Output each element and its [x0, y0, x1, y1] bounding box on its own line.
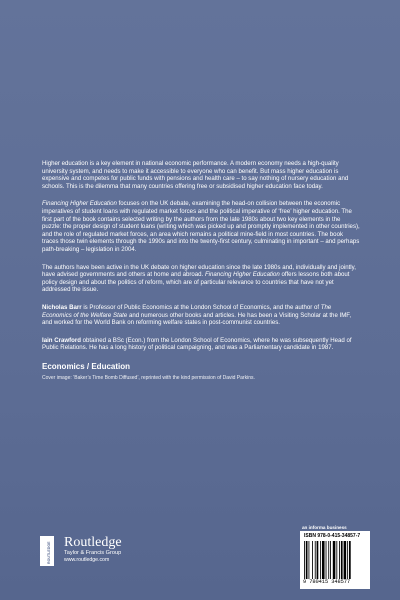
barcode-bar: [309, 541, 310, 579]
blurb-paragraph-2-text: focuses on the UK debate, examining the head-on collision between the economic imperatives of student loans with regulated market forces and the political imperative of ‘free’ higher education. The first part of the book contains selected writing by the authors from the late 1980s about two key elements in the puzzle: the proper design of student loans (writing which was picked up and promptly implemented in other countries), and the role of regulated market forces, an area which remains a political mine-field in most countries. The book traces those twin elements through the 1990s and into the twenty-first century, culminating in important – and perhaps path-breaking – legislation in 2004.: [42, 200, 360, 253]
isbn-digits: 9 780415 348577: [303, 579, 351, 585]
informa-tagline: an informa business: [302, 525, 347, 530]
author-name-crawford: Iain Crawford: [42, 336, 81, 344]
barcode-bar: [317, 541, 319, 579]
author-bio-barr-text-b: and numerous other books and articles. He has been a Visiting Scholar at the IMF, and worked for the World Bank on reforming welfare states in post-communist countries.: [42, 311, 352, 327]
barcode-icon: [304, 541, 366, 579]
barcode-bar: [320, 541, 321, 579]
barcode-bar: [304, 541, 305, 579]
isbn-label: ISBN 978-0-415-34857-7: [304, 533, 361, 539]
author-bio-barr-text-a: is Professor of Public Economics at the London School of Economics, and the author of: [81, 303, 321, 311]
blurb-paragraph-2: [42, 200, 360, 253]
publisher-url: www.routledge.com: [64, 557, 110, 563]
barcode-bar: [330, 541, 331, 579]
routledge-mark-icon: [40, 536, 54, 566]
barcode-bar: [349, 541, 351, 579]
publisher-name: Routledge: [64, 535, 122, 550]
blurb-column: [42, 160, 360, 381]
publisher-text: [64, 536, 122, 563]
barcode-bar: [336, 541, 337, 579]
blurb-paragraph-3: [42, 264, 360, 294]
author-name-barr: Nicholas Barr: [42, 303, 82, 311]
barcode-bar: [344, 541, 347, 579]
blurb-paragraph-1: Higher education is a key element in national economic performance. A modern economy needs a high-quality university system, and needs to make it accessible to everyone who can benefit. But mass higher education is expensive and competes for public funds with pensions and health care – to say nothing of nursery education and schools. This is the dilemma that many countries offering free or subsidised higher education face today.: [42, 160, 349, 190]
barcode-bar: [322, 541, 325, 579]
isbn-barcode: [300, 531, 370, 589]
barcode-bar: [326, 541, 327, 579]
book-title: Financing Higher Education: [42, 200, 117, 208]
author-bio-crawford-text: obtained a BSc (Econ.) from the London School of Economics, where he was subsequently Head of Public Relations. He has a long history of political campaigning, and was a Parliamentary candidate in 1987.: [42, 336, 352, 352]
barcode-bar: [306, 541, 308, 579]
barcode-bar: [312, 541, 313, 579]
publisher-vertical-mark: ROUTLEDGE: [47, 541, 51, 564]
barr-book-title: The Economics of the Welfare State: [42, 303, 332, 319]
book-title-inline: Financing Higher Education: [204, 271, 280, 279]
barcode-bar: [347, 541, 348, 579]
author-bio-barr: [42, 304, 360, 327]
barcode-bar: [315, 541, 316, 579]
subject-category: Economics / Education: [42, 361, 131, 371]
blurb-paragraph-3-text-a: The authors have been active in the UK debate on higher education since the late 1980s and, individually and jointly, have advised governments and others at home and abroad.: [42, 263, 356, 279]
publisher-group: Taylor & Francis Group: [64, 550, 122, 556]
blurb-paragraph-3-text-b: offers lessons both about policy design and about the politics of reform, which are of particular relevance to countries that have not yet addressed the issue.: [42, 271, 350, 294]
cover-image-credit: Cover image: ‘Baker’s Time Bomb Diffused’, reprinted with the kind permission of David Parkins.: [42, 374, 255, 381]
barcode-bar: [341, 541, 343, 579]
author-bio-crawford: [42, 337, 360, 352]
barcode-bar: [333, 541, 336, 579]
barcode-bar: [339, 541, 340, 579]
barcode-bar: [328, 541, 329, 579]
